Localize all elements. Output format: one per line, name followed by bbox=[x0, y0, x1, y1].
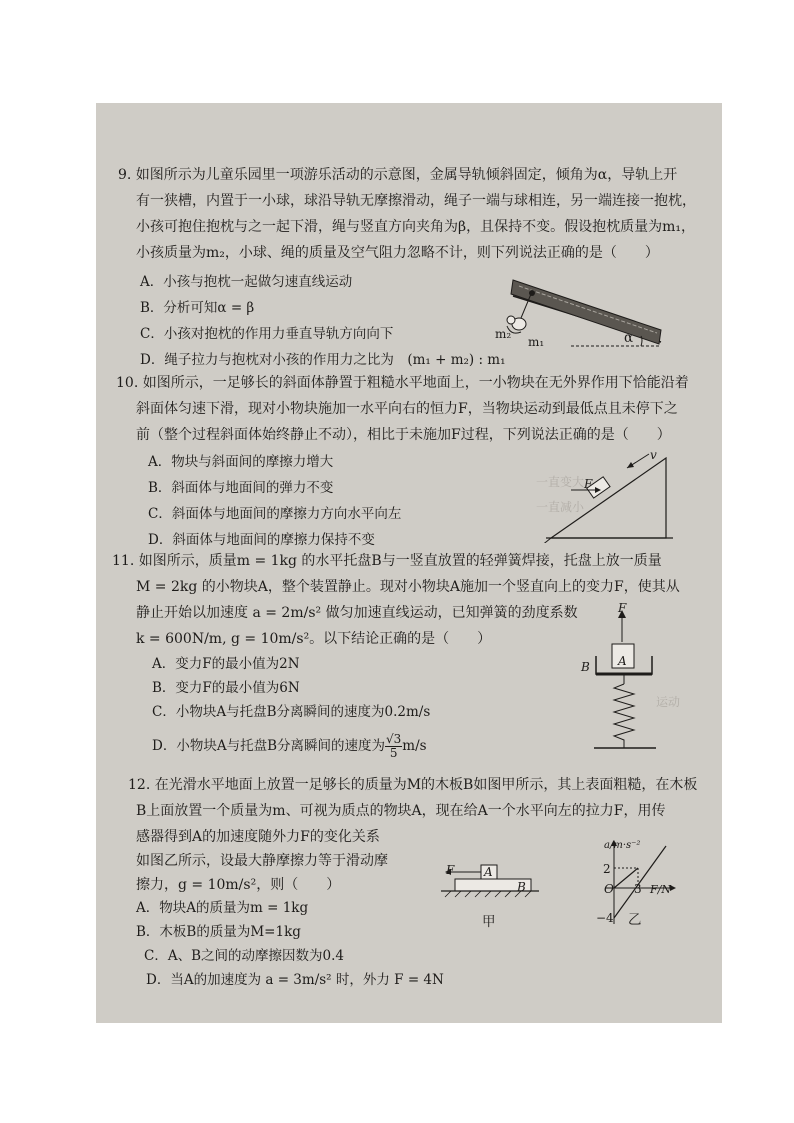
q12-jia-label-f: F bbox=[446, 863, 455, 877]
q10-option-a[interactable]: A．物块与斜面间的摩擦力增大 bbox=[148, 454, 334, 470]
exam-sheet bbox=[96, 103, 722, 1023]
q10-stem-line3: 前（整个过程斜面体始终静止不动），相比于未施加F过程，下列说法正确的是（ ） bbox=[136, 427, 671, 443]
q9-option-b[interactable]: B．分析可知α = β bbox=[140, 300, 255, 316]
bleed-text: 运动 bbox=[656, 695, 681, 709]
q12-yi-xlabel: F/N bbox=[650, 883, 671, 896]
q12-option-d[interactable]: D．当A的加速度为 a = 3m/s² 时，外力 F = 4N bbox=[146, 972, 444, 988]
q12-jia-label-b: B bbox=[517, 880, 526, 894]
q11-option-d-fraction bbox=[385, 733, 402, 760]
q11-option-d[interactable] bbox=[152, 733, 427, 760]
q10-option-b[interactable]: B．斜面体与地面间的弹力不变 bbox=[148, 480, 334, 496]
q9-fig-label-m2: m₂ bbox=[495, 327, 512, 341]
q9-stem-line4: 小孩质量为m₂，小球、绳的质量及空气阻力忽略不计，则下列说法正确的是（ ） bbox=[136, 245, 659, 261]
q10-fig-label-f: F bbox=[584, 477, 593, 491]
q11-stem-line1: 11. 如图所示，质量m = 1kg 的水平托盘B与一竖直放置的轻弹簧焊接，托盘上放一质量 bbox=[112, 553, 662, 569]
q12-stem-line3: 感器得到A的加速度随外力F的变化关系 bbox=[136, 829, 380, 845]
q12-option-b[interactable]: B．木板B的质量为M=1kg bbox=[136, 924, 301, 940]
q12-yi-tick-2: 2 bbox=[603, 862, 611, 876]
q9-stem-line3: 小孩可抱住抱枕与之一起下滑，绳与竖直方向夹角为β，且保持不变。假设抱枕质量为m₁， bbox=[136, 219, 695, 235]
q12-yi-ylabel: a/m·s⁻² bbox=[604, 840, 641, 851]
q11-option-b[interactable]: B．变力F的最小值为6N bbox=[152, 680, 300, 696]
q11-option-c[interactable]: C．小物块A与托盘B分离瞬间的速度为0.2m/s bbox=[152, 704, 431, 720]
q12-jia-label-a: A bbox=[484, 865, 493, 879]
q12-jia-caption: 甲 bbox=[482, 914, 496, 930]
q10-option-d[interactable]: D．斜面体与地面间的摩擦力保持不变 bbox=[148, 532, 375, 548]
q11-option-d-text: D．小物块A与托盘B分离瞬间的速度为 bbox=[152, 738, 385, 754]
q10-fig-label-v: v bbox=[650, 448, 657, 462]
q9-option-c[interactable]: C．小孩对抱枕的作用力垂直导轨方向向下 bbox=[140, 326, 394, 342]
q10-stem-line2: 斜面体匀速下滑，现对小物块施加一水平向右的恒力F，当物块运动到最低点且未停下之 bbox=[136, 401, 678, 417]
q9-fig-label-m1: m₁ bbox=[528, 335, 545, 349]
q9-fig-label-alpha: α bbox=[624, 330, 634, 346]
q10-stem-line1: 10. 如图所示，一足够长的斜面体静置于粗糙水平地面上，一小物块在无外界作用下恰能沿着 bbox=[116, 375, 689, 391]
q11-fig-label-f: F bbox=[618, 601, 627, 615]
q9-stem-line1: 9. 如图所示为儿童乐园里一项游乐活动的示意图，金属导轨倾斜固定，倾角为α，导轨上开 bbox=[118, 167, 678, 183]
q12-stem-line5: 擦力，g = 10m/s²，则（ ） bbox=[136, 877, 341, 893]
q11-fig-label-b: B bbox=[581, 660, 590, 674]
q12-yi-caption: 乙 bbox=[628, 912, 642, 928]
q12-stem-line1: 12. 在光滑水平地面上放置一足够长的质量为M的木板B如图甲所示，其上表面粗糙，在木板 bbox=[128, 777, 698, 793]
q9-option-a[interactable]: A．小孩与抱枕一起做匀速直线运动 bbox=[140, 274, 353, 290]
q11-fig-label-a: A bbox=[618, 654, 627, 668]
q11-option-a[interactable]: A．变力F的最小值为2N bbox=[152, 656, 300, 672]
fraction-denominator: 5 bbox=[389, 746, 398, 760]
q11-stem-line3: 静止开始以加速度 a = 2m/s² 做匀加速直线运动，已知弹簧的劲度系数 bbox=[136, 605, 578, 621]
bleed-text: 一直变大 bbox=[536, 475, 585, 489]
q9-stem-line2: 有一狭槽，内置于一小球，球沿导轨无摩擦滑动，绳子一端与球相连，另一端连接一抱枕， bbox=[136, 193, 696, 209]
q12-yi-tick-3: 3 bbox=[634, 882, 642, 896]
q12-yi-origin: O bbox=[604, 882, 614, 896]
q10-option-c[interactable]: C．斜面体与地面间的摩擦力方向水平向左 bbox=[148, 506, 402, 522]
fraction-numerator: √3 bbox=[386, 732, 402, 746]
q12-stem-line2: B上面放置一个质量为m、可视为质点的物块A，现在给A一个水平向左的拉力F，用传 bbox=[136, 803, 666, 819]
q11-option-d-unit: m/s bbox=[402, 738, 427, 754]
q11-stem-line2: M = 2kg 的小物块A，整个装置静止。现对小物块A施加一个竖直向上的变力F，使其从 bbox=[136, 579, 680, 595]
q11-spring-figure bbox=[586, 608, 666, 758]
q10-incline-figure bbox=[541, 448, 681, 543]
q9-rail-figure bbox=[491, 268, 671, 358]
q12-option-c[interactable]: C．A、B之间的动摩擦因数为0.4 bbox=[144, 948, 344, 964]
q12-yi-tick-neg4: −4 bbox=[596, 911, 614, 925]
bleed-text: 一直减小 bbox=[536, 500, 585, 514]
q12-stem-line4: 如图乙所示，设最大静摩擦力等于滑动摩 bbox=[136, 853, 388, 869]
q12-option-a[interactable]: A．物块A的质量为m = 1kg bbox=[136, 900, 309, 916]
q11-stem-line4: k = 600N/m, g = 10m/s²。以下结论正确的是（ ） bbox=[136, 631, 492, 647]
q9-option-d[interactable]: D．绳子拉力与抱枕对小孩的作用力之比为 (m₁ + m₂) : m₁ bbox=[140, 352, 506, 368]
